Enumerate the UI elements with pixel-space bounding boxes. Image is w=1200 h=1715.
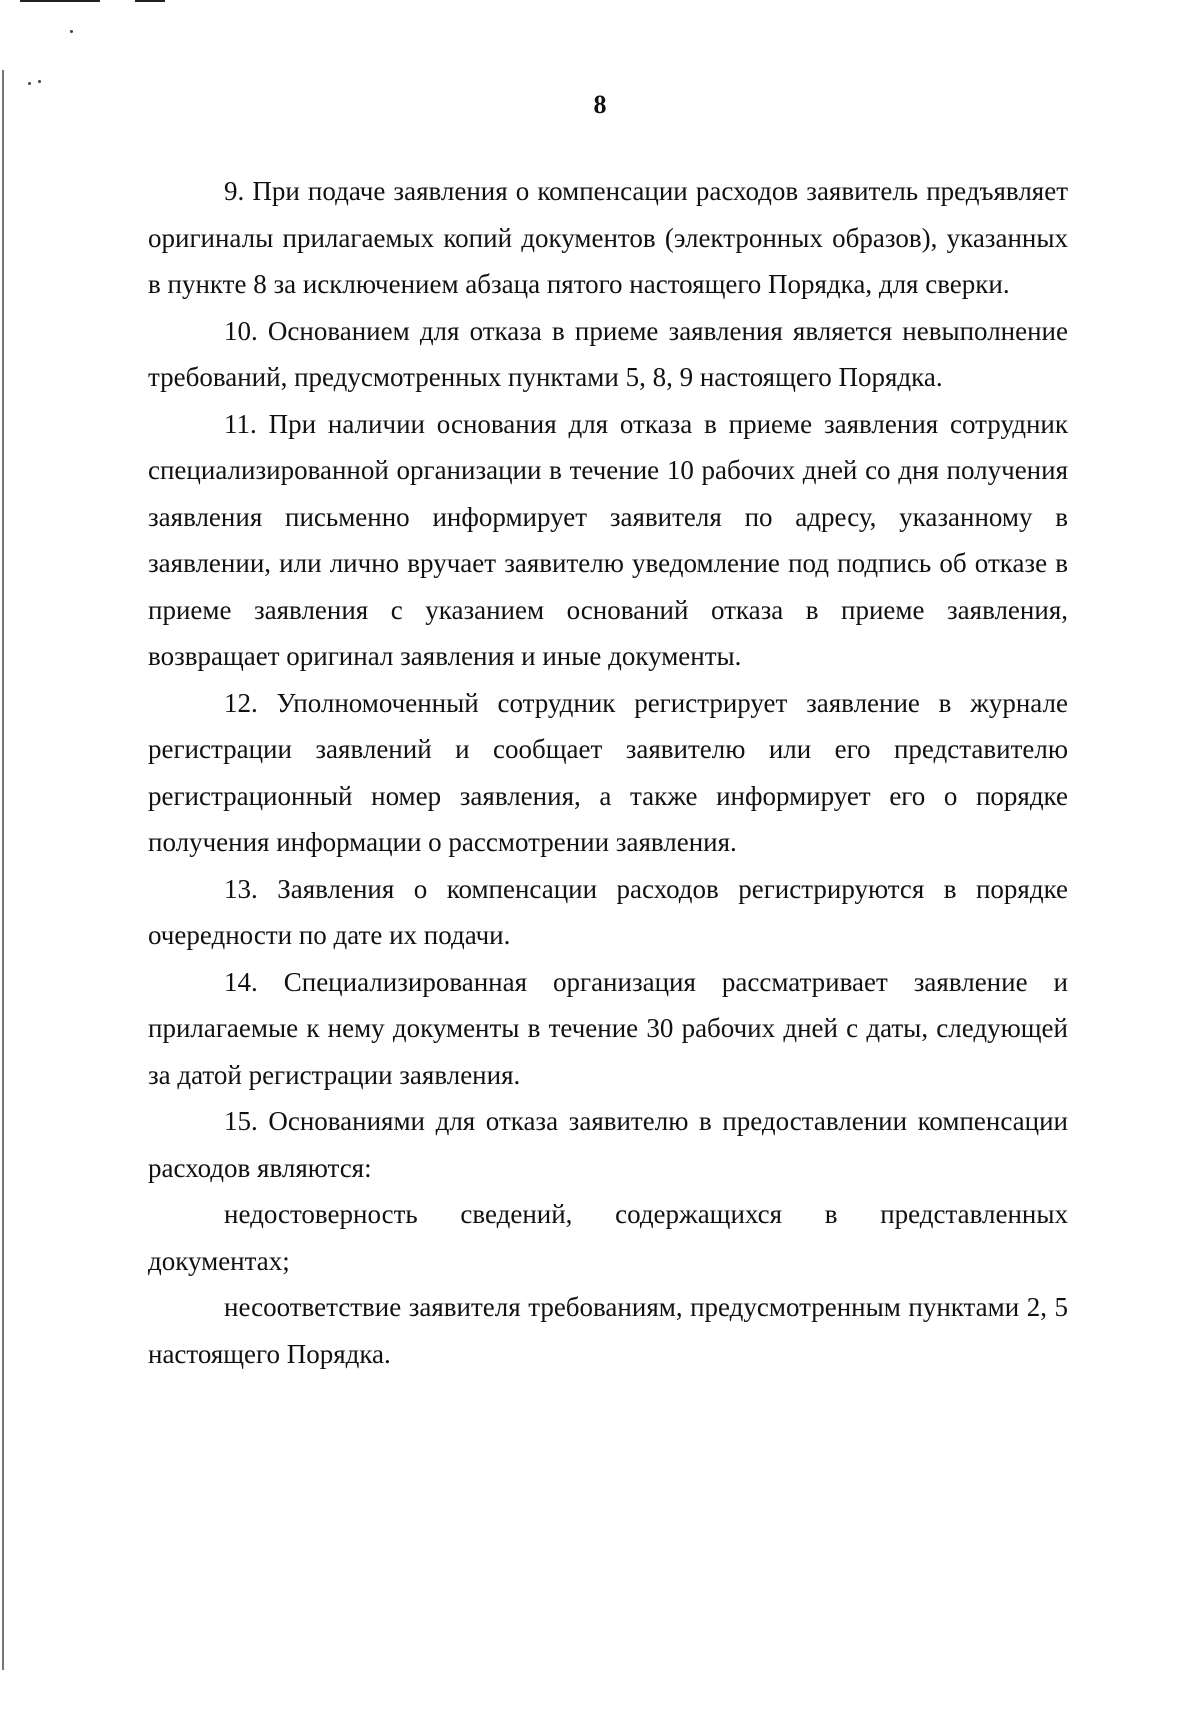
paragraph-9: 9. При подаче заявления о компенсации расходов заявитель предъявляет оригиналы прилагаемых копий документов (электронных образов), указанных в пункте 8 за исключением абзаца пятого настоящего Порядка, для сверки. bbox=[148, 176, 1068, 299]
page-number: 8 bbox=[593, 90, 607, 119]
paragraph-15: 15. Основаниями для отказа заявителю в предоставлении компенсации расходов являются: bbox=[148, 1106, 1068, 1183]
scan-speck bbox=[28, 82, 31, 85]
paragraph-15-item-1: недостоверность сведений, содержащихся в представленных документах; bbox=[148, 1199, 1068, 1276]
scan-mark bbox=[135, 0, 165, 2]
scan-mark bbox=[20, 0, 100, 2]
document-body bbox=[148, 168, 1068, 1377]
scan-edge bbox=[2, 70, 4, 1670]
paragraph-13: 13. Заявления о компенсации расходов регистрируются в порядке очередности по дате их подачи. bbox=[148, 873, 1068, 950]
paragraph-11: 11. При наличии основания для отказа в приеме заявления сотрудник специализированной организации в течение 10 рабочих дней со дня получения заявления письменно информирует заявителя по адресу, указанному в заявлении, или лично вручает заявителю уведомление под подпись об отказе в приеме заявления с указанием оснований отказа в приеме заявления, возвращает оригинал заявления и иные документы. bbox=[148, 408, 1068, 671]
paragraph-10: 10. Основанием для отказа в приеме заявления является невыполнение требований, предусмотренных пунктами 5, 8, 9 настоящего Порядка. bbox=[148, 315, 1068, 392]
paragraph-15-item-2: несоответствие заявителя требованиям, предусмотренным пунктами 2, 5 настоящего Порядка. bbox=[148, 1292, 1068, 1369]
scan-speck bbox=[70, 30, 73, 33]
paragraph-12: 12. Уполномоченный сотрудник регистрирует заявление в журнале регистрации заявлений и сообщает заявителю или его представителю регистрационный номер заявления, а также информирует его о порядке получения информации о рассмотрении заявления. bbox=[148, 687, 1068, 857]
paragraph-14: 14. Специализированная организация рассматривает заявление и прилагаемые к нему документы в течение 30 рабочих дней с даты, следующей за датой регистрации заявления. bbox=[148, 966, 1068, 1090]
scan-speck bbox=[38, 80, 41, 83]
